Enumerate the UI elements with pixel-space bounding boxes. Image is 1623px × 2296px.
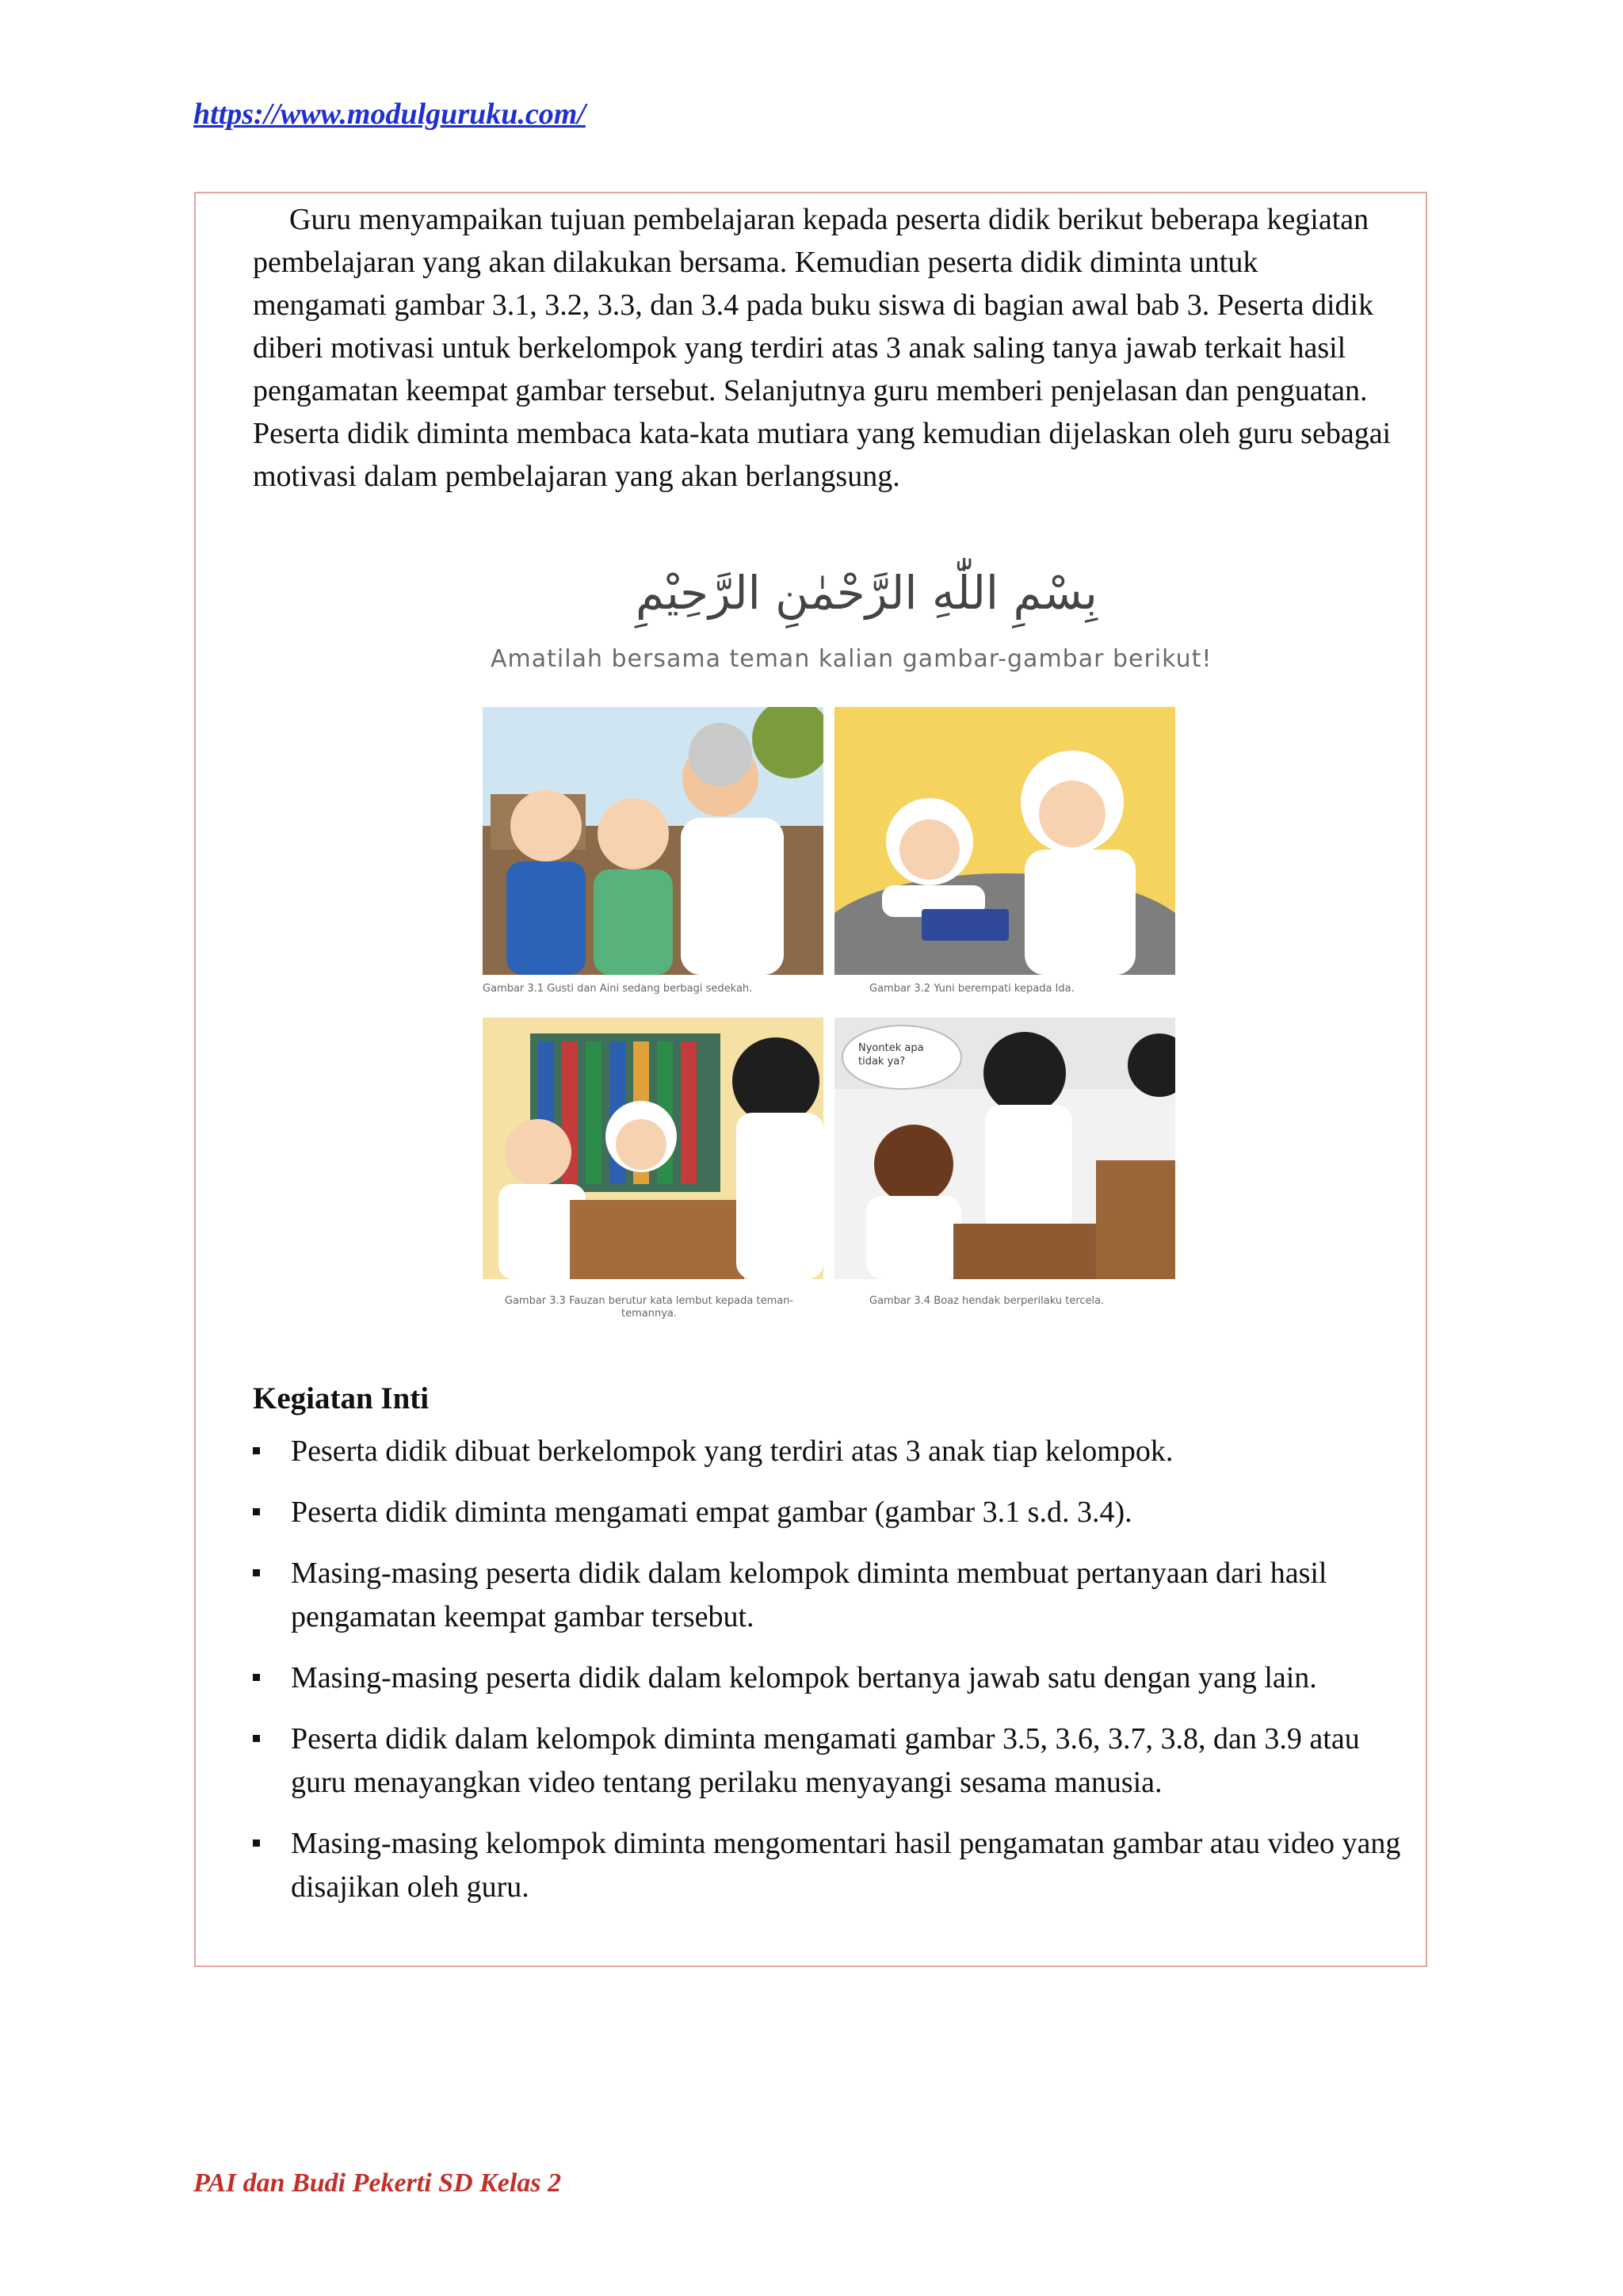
list-item-text: Peserta didik dibuat berkelompok yang terdiri atas 3 anak tiap kelompok.: [291, 1435, 1174, 1468]
list-item-text: Peserta didik diminta mengamati empat gambar (gambar 3.1 s.d. 3.4).: [291, 1496, 1132, 1529]
illustration-3-4: [834, 1018, 1175, 1279]
list-item: [253, 1491, 1410, 1534]
figure-instruction: Amatilah bersama teman kalian gambar-gambar berikut!: [491, 645, 1212, 673]
section-title: Kegiatan Inti: [253, 1381, 430, 1415]
illustration-3-3: [483, 1018, 823, 1279]
bullet-square-icon: [253, 1839, 260, 1847]
bullet-square-icon: [253, 1674, 260, 1681]
list-item-text: Masing-masing peserta didik dalam kelompok diminta membuat pertanyaan dari hasil pengamatan keempat gambar tersebut.: [291, 1557, 1327, 1633]
caption-3-1: Gambar 3.1 Gusti dan Aini sedang berbagi sedekah.: [483, 983, 753, 995]
activity-list: [253, 1430, 1410, 1927]
caption-3-4: Gambar 3.4 Boaz hendak berperilaku tercela.: [869, 1295, 1105, 1307]
speech-bubble-text: Nyontek apa tidak ya?: [858, 1042, 924, 1068]
list-item: [253, 1430, 1410, 1473]
bullet-square-icon: [253, 1508, 260, 1515]
basmalah-calligraphy: بِسْمِ اللّٰهِ الرَّحْمٰنِ الرَّحِيْمِ: [636, 566, 1098, 620]
caption-3-3: Gambar 3.3 Fauzan berutur kata lembut kepada teman-temannya.: [504, 1295, 794, 1320]
intro-paragraph: Guru menyampaikan tujuan pembelajaran kepada peserta didik berikut beberapa kegiatan pembelajaran yang akan dilakukan bersama. Kemudian peserta didik diminta untuk mengamati gambar 3.1, 3.2, 3.3, dan 3.4 pada buku siswa di bagian awal bab 3. Peserta didik diberi motivasi untuk berkelompok yang terdiri atas 3 anak saling tanya jawab terkait hasil pengamatan keempat gambar tersebut. Selanjutnya guru memberi penjelasan dan penguatan. Peserta didik diminta membaca kata-kata mutiara yang kemudian dijelaskan oleh guru sebagai motivasi dalam pembelajaran yang akan berlangsung.: [253, 203, 1392, 493]
list-item: [253, 1656, 1410, 1700]
list-item: [253, 1822, 1410, 1909]
list-item: [253, 1552, 1410, 1639]
bullet-square-icon: [253, 1447, 260, 1454]
illustration-3-1: [483, 707, 823, 975]
footer-title: PAI dan Budi Pekerti SD Kelas 2: [193, 2168, 562, 2198]
content-box: [194, 192, 1427, 1967]
list-item: [253, 1717, 1410, 1805]
illustration-3-2: [834, 707, 1175, 975]
caption-3-2: Gambar 3.2 Yuni berempati kepada Ida.: [869, 983, 1075, 995]
list-item-text: Masing-masing kelompok diminta mengomentari hasil pengamatan gambar atau video yang disajikan oleh guru.: [291, 1827, 1401, 1904]
list-item-text: Masing-masing peserta didik dalam kelompok bertanya jawab satu dengan yang lain.: [291, 1661, 1317, 1694]
bullet-square-icon: [253, 1735, 260, 1742]
header-url-link[interactable]: https://www.modulguruku.com/: [193, 97, 586, 131]
bullet-square-icon: [253, 1569, 260, 1576]
list-item-text: Peserta didik dalam kelompok diminta mengamati gambar 3.5, 3.6, 3.7, 3.8, dan 3.9 atau guru menayangkan video tentang perilaku menyayangi sesama manusia.: [291, 1722, 1360, 1799]
